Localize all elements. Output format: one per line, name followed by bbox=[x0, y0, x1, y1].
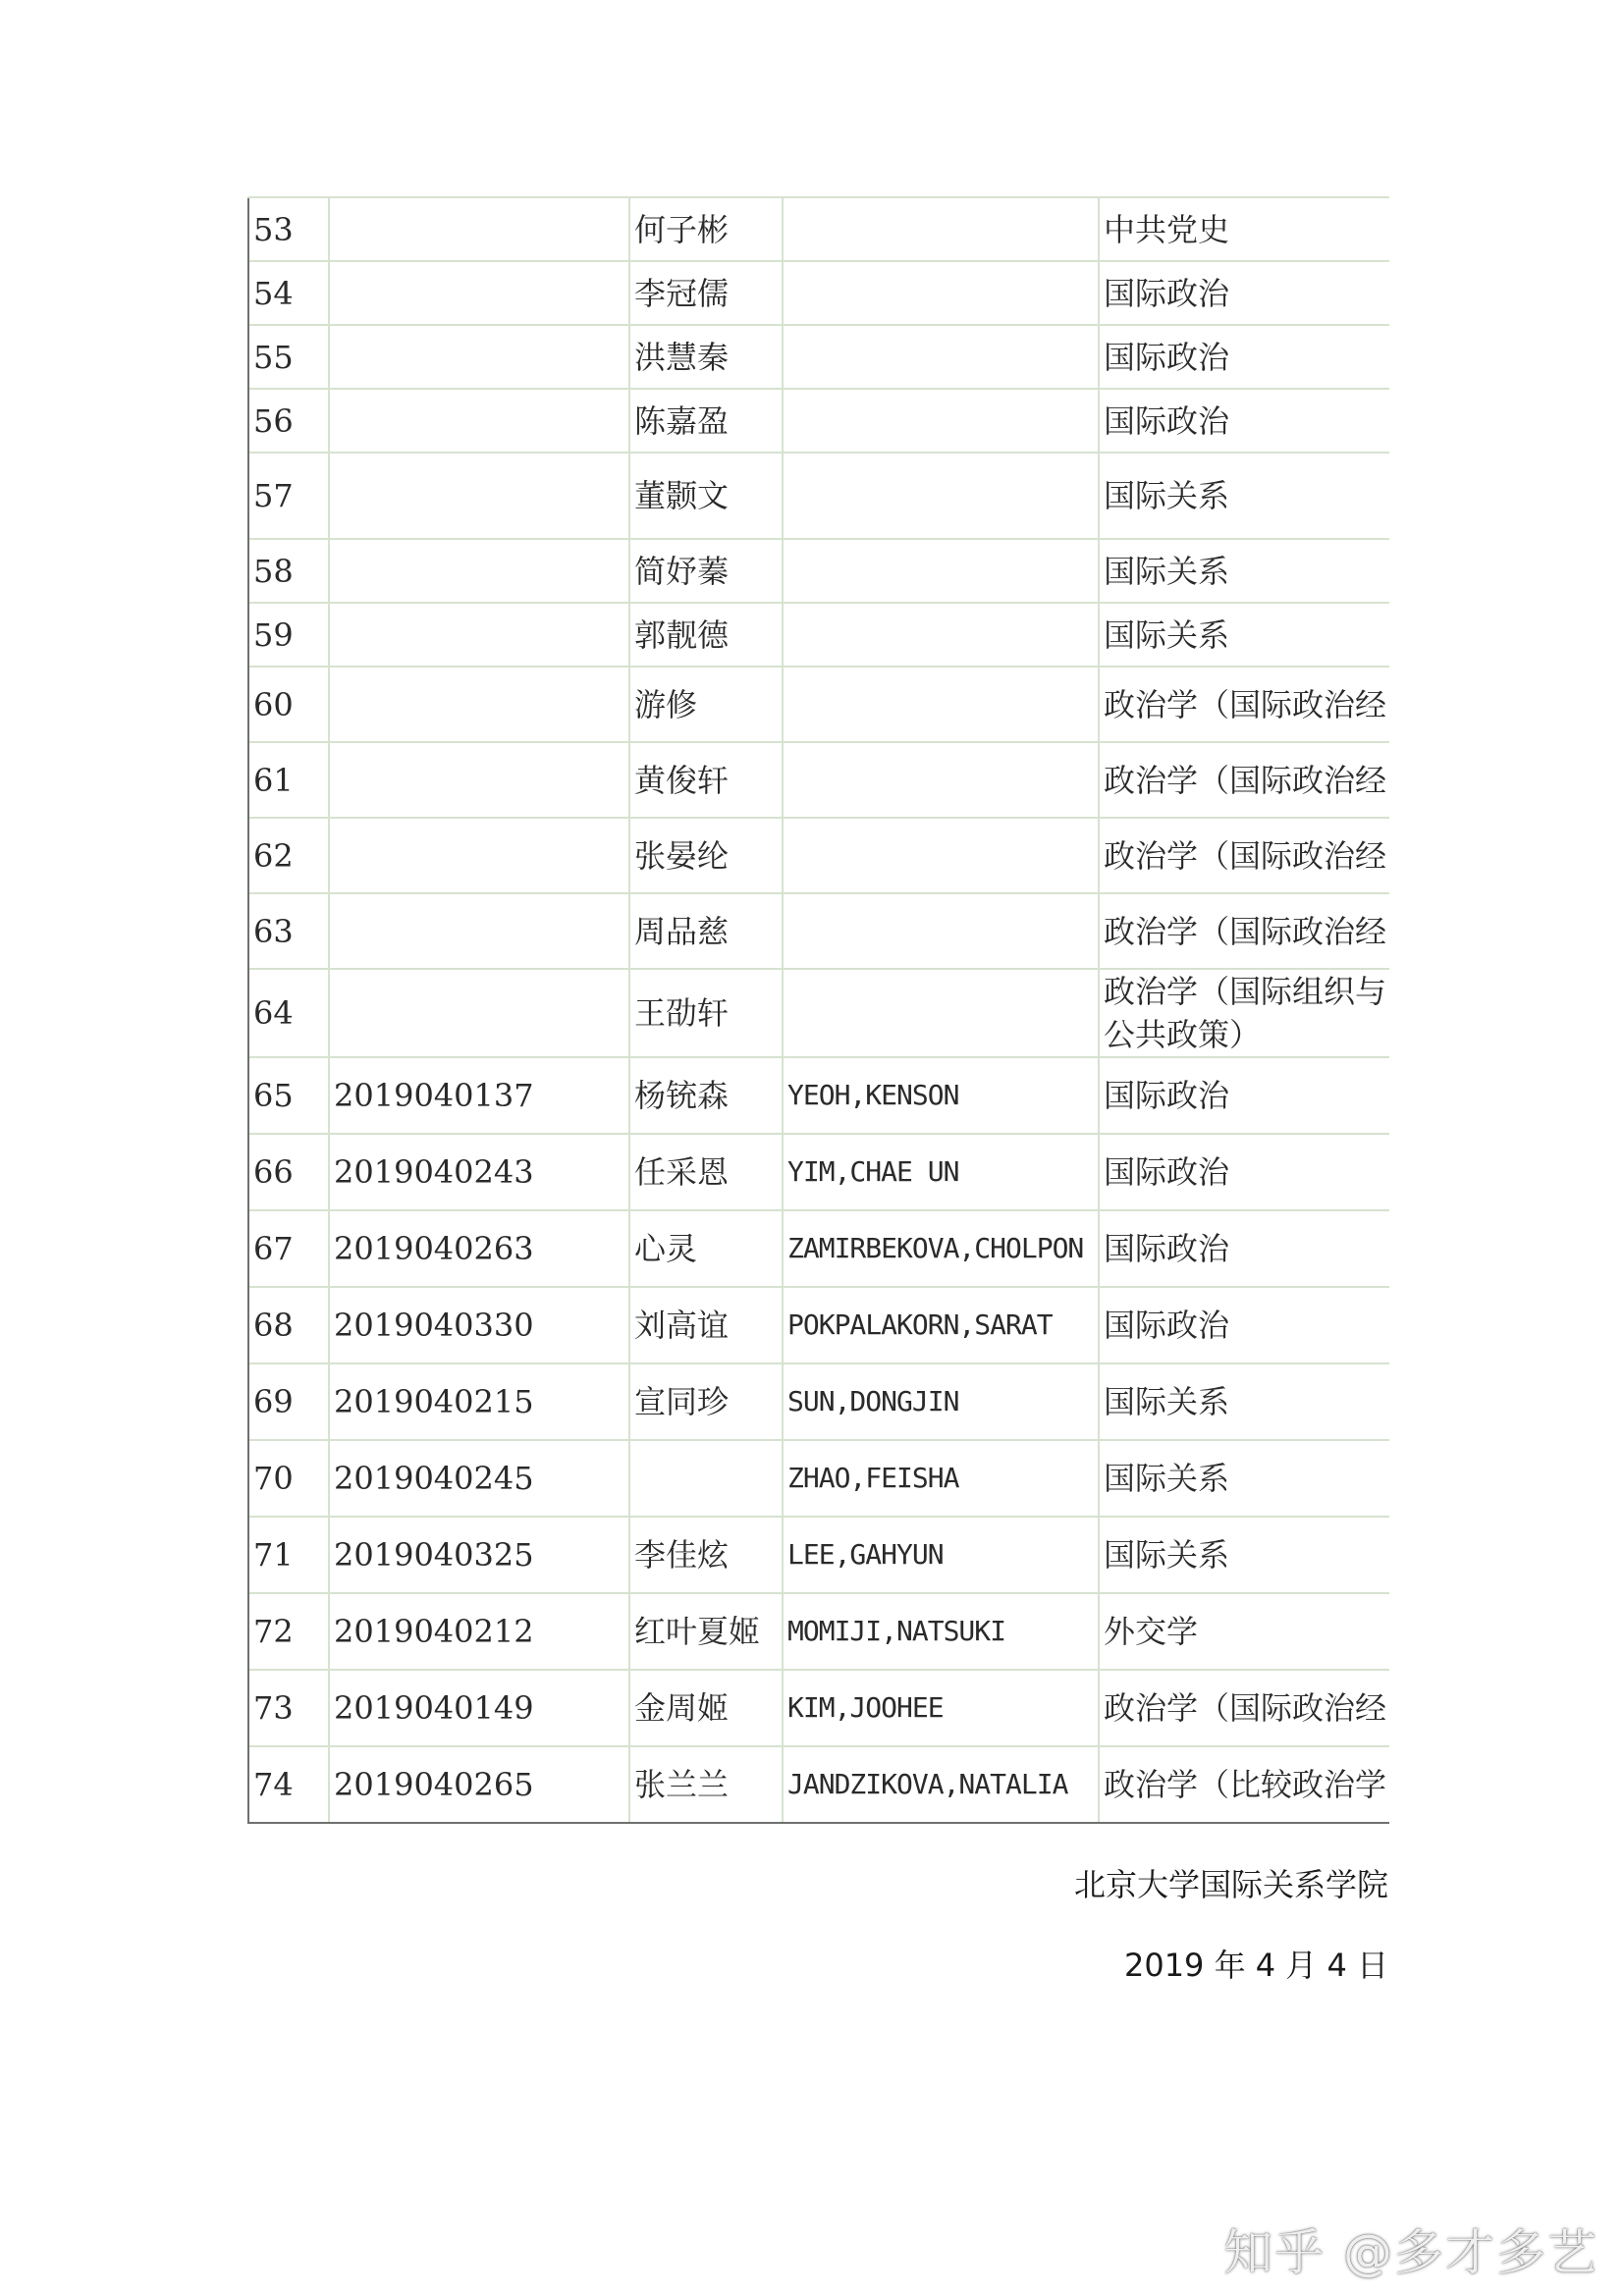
major-cell: 国际关系 bbox=[1099, 539, 1389, 603]
row-number-cell: 65 bbox=[248, 1057, 329, 1134]
english-name-cell bbox=[783, 742, 1099, 818]
student-id-cell: 2019040325 bbox=[329, 1517, 629, 1593]
student-id-cell bbox=[329, 539, 629, 603]
table-row bbox=[248, 197, 1389, 261]
student-id-cell bbox=[329, 603, 629, 667]
major-cell: 国际政治 bbox=[1099, 1057, 1389, 1134]
major-cell: 国际政治 bbox=[1099, 1134, 1389, 1210]
row-number-cell: 59 bbox=[248, 603, 329, 667]
table-row bbox=[248, 1670, 1389, 1746]
chinese-name-cell: 黄俊轩 bbox=[629, 742, 783, 818]
chinese-name-cell: 洪慧秦 bbox=[629, 325, 783, 389]
student-id-cell: 2019040263 bbox=[329, 1210, 629, 1287]
english-name-cell bbox=[783, 389, 1099, 453]
row-number-cell: 62 bbox=[248, 818, 329, 893]
table-row bbox=[248, 1517, 1389, 1593]
english-name-cell: SUN,DONGJIN bbox=[783, 1363, 1099, 1440]
row-number-cell: 60 bbox=[248, 667, 329, 742]
student-roster-table bbox=[247, 196, 1389, 1824]
student-id-cell: 2019040137 bbox=[329, 1057, 629, 1134]
row-number-cell: 74 bbox=[248, 1746, 329, 1823]
student-id-cell bbox=[329, 893, 629, 969]
chinese-name-cell: 陈嘉盈 bbox=[629, 389, 783, 453]
student-id-cell: 2019040265 bbox=[329, 1746, 629, 1823]
chinese-name-cell: 李佳炫 bbox=[629, 1517, 783, 1593]
table-row bbox=[248, 893, 1389, 969]
row-number-cell: 68 bbox=[248, 1287, 329, 1363]
major-cell: 国际政治 bbox=[1099, 1287, 1389, 1363]
row-number-cell: 73 bbox=[248, 1670, 329, 1746]
major-cell: 国际关系 bbox=[1099, 603, 1389, 667]
roster-body bbox=[248, 197, 1389, 1823]
chinese-name-cell: 宣同珍 bbox=[629, 1363, 783, 1440]
student-id-cell: 2019040215 bbox=[329, 1363, 629, 1440]
table-row bbox=[248, 1057, 1389, 1134]
table-row bbox=[248, 969, 1389, 1057]
major-cell: 政治学（比较政治学 bbox=[1099, 1746, 1389, 1823]
english-name-cell bbox=[783, 539, 1099, 603]
table-row bbox=[248, 453, 1389, 539]
english-name-cell: YIM,CHAE UN bbox=[783, 1134, 1099, 1210]
major-cell: 外交学 bbox=[1099, 1593, 1389, 1670]
english-name-cell bbox=[783, 261, 1099, 325]
english-name-cell bbox=[783, 603, 1099, 667]
table-row bbox=[248, 1363, 1389, 1440]
student-id-cell bbox=[329, 453, 629, 539]
chinese-name-cell: 董颢文 bbox=[629, 453, 783, 539]
table-row bbox=[248, 1210, 1389, 1287]
major-cell: 国际政治 bbox=[1099, 261, 1389, 325]
major-cell: 国际关系 bbox=[1099, 1440, 1389, 1517]
chinese-name-cell: 红叶夏姬 bbox=[629, 1593, 783, 1670]
english-name-cell: LEE,GAHYUN bbox=[783, 1517, 1099, 1593]
signature-block bbox=[1074, 1865, 1388, 1985]
student-id-cell bbox=[329, 197, 629, 261]
row-number-cell: 58 bbox=[248, 539, 329, 603]
english-name-cell: YEOH,KENSON bbox=[783, 1057, 1099, 1134]
chinese-name-cell: 刘高谊 bbox=[629, 1287, 783, 1363]
table-row bbox=[248, 325, 1389, 389]
english-name-cell: JANDZIKOVA,NATALIA bbox=[783, 1746, 1099, 1823]
row-number-cell: 64 bbox=[248, 969, 329, 1057]
row-number-cell: 56 bbox=[248, 389, 329, 453]
table-row bbox=[248, 1593, 1389, 1670]
table-row bbox=[248, 1746, 1389, 1823]
row-number-cell: 55 bbox=[248, 325, 329, 389]
table-row bbox=[248, 667, 1389, 742]
major-cell: 国际关系 bbox=[1099, 1517, 1389, 1593]
major-cell: 政治学（国际政治经 bbox=[1099, 818, 1389, 893]
table-row bbox=[248, 539, 1389, 603]
english-name-cell bbox=[783, 325, 1099, 389]
major-cell: 政治学（国际政治经 bbox=[1099, 893, 1389, 969]
chinese-name-cell: 任采恩 bbox=[629, 1134, 783, 1210]
chinese-name-cell: 简妤蓁 bbox=[629, 539, 783, 603]
row-number-cell: 69 bbox=[248, 1363, 329, 1440]
major-cell: 国际政治 bbox=[1099, 1210, 1389, 1287]
row-number-cell: 53 bbox=[248, 197, 329, 261]
english-name-cell: ZHAO,FEISHA bbox=[783, 1440, 1099, 1517]
table-row bbox=[248, 389, 1389, 453]
student-id-cell: 2019040243 bbox=[329, 1134, 629, 1210]
table-row bbox=[248, 742, 1389, 818]
chinese-name-cell: 张晏纶 bbox=[629, 818, 783, 893]
row-number-cell: 61 bbox=[248, 742, 329, 818]
english-name-cell bbox=[783, 453, 1099, 539]
chinese-name-cell: 周品慈 bbox=[629, 893, 783, 969]
student-id-cell bbox=[329, 389, 629, 453]
table-row bbox=[248, 1134, 1389, 1210]
student-id-cell: 2019040149 bbox=[329, 1670, 629, 1746]
english-name-cell: KIM,JOOHEE bbox=[783, 1670, 1099, 1746]
row-number-cell: 54 bbox=[248, 261, 329, 325]
table-row bbox=[248, 1287, 1389, 1363]
chinese-name-cell: 郭靓德 bbox=[629, 603, 783, 667]
table-row bbox=[248, 603, 1389, 667]
table-row bbox=[248, 818, 1389, 893]
chinese-name-cell: 张兰兰 bbox=[629, 1746, 783, 1823]
english-name-cell: MOMIJI,NATSUKI bbox=[783, 1593, 1099, 1670]
table-row bbox=[248, 261, 1389, 325]
table-row bbox=[248, 1440, 1389, 1517]
chinese-name-cell: 杨铳森 bbox=[629, 1057, 783, 1134]
row-number-cell: 63 bbox=[248, 893, 329, 969]
chinese-name-cell: 李冠儒 bbox=[629, 261, 783, 325]
english-name-cell bbox=[783, 667, 1099, 742]
student-id-cell bbox=[329, 969, 629, 1057]
document-page bbox=[247, 196, 1388, 1824]
student-id-cell bbox=[329, 325, 629, 389]
chinese-name-cell: 何子彬 bbox=[629, 197, 783, 261]
english-name-cell: ZAMIRBEKOVA,CHOLPON bbox=[783, 1210, 1099, 1287]
chinese-name-cell: 王劭轩 bbox=[629, 969, 783, 1057]
row-number-cell: 72 bbox=[248, 1593, 329, 1670]
english-name-cell: POKPALAKORN,SARAT bbox=[783, 1287, 1099, 1363]
major-cell: 国际政治 bbox=[1099, 325, 1389, 389]
major-cell: 国际政治 bbox=[1099, 389, 1389, 453]
student-id-cell bbox=[329, 742, 629, 818]
row-number-cell: 70 bbox=[248, 1440, 329, 1517]
major-cell: 政治学（国际组织与公共政策） bbox=[1099, 969, 1389, 1057]
english-name-cell bbox=[783, 818, 1099, 893]
english-name-cell bbox=[783, 969, 1099, 1057]
row-number-cell: 57 bbox=[248, 453, 329, 539]
major-cell: 政治学（国际政治经 bbox=[1099, 667, 1389, 742]
student-id-cell: 2019040212 bbox=[329, 1593, 629, 1670]
student-id-cell bbox=[329, 667, 629, 742]
row-number-cell: 66 bbox=[248, 1134, 329, 1210]
major-cell: 政治学（国际政治经 bbox=[1099, 742, 1389, 818]
major-cell: 政治学（国际政治经 bbox=[1099, 1670, 1389, 1746]
english-name-cell bbox=[783, 197, 1099, 261]
student-id-cell bbox=[329, 818, 629, 893]
watermark: 知乎 @多才多艺 bbox=[1223, 2224, 1598, 2281]
chinese-name-cell: 金周姬 bbox=[629, 1670, 783, 1746]
major-cell: 国际关系 bbox=[1099, 453, 1389, 539]
institution-name: 北京大学国际关系学院 bbox=[1073, 1866, 1388, 1903]
chinese-name-cell bbox=[629, 1440, 783, 1517]
signature-date: 2019 年 4 月 4 日 bbox=[1123, 1947, 1388, 1984]
row-number-cell: 71 bbox=[248, 1517, 329, 1593]
student-id-cell bbox=[329, 261, 629, 325]
row-number-cell: 67 bbox=[248, 1210, 329, 1287]
chinese-name-cell: 心灵 bbox=[629, 1210, 783, 1287]
major-cell: 中共党史 bbox=[1099, 197, 1389, 261]
student-id-cell: 2019040245 bbox=[329, 1440, 629, 1517]
student-id-cell: 2019040330 bbox=[329, 1287, 629, 1363]
chinese-name-cell: 游修 bbox=[629, 667, 783, 742]
english-name-cell bbox=[783, 893, 1099, 969]
major-cell: 国际关系 bbox=[1099, 1363, 1389, 1440]
